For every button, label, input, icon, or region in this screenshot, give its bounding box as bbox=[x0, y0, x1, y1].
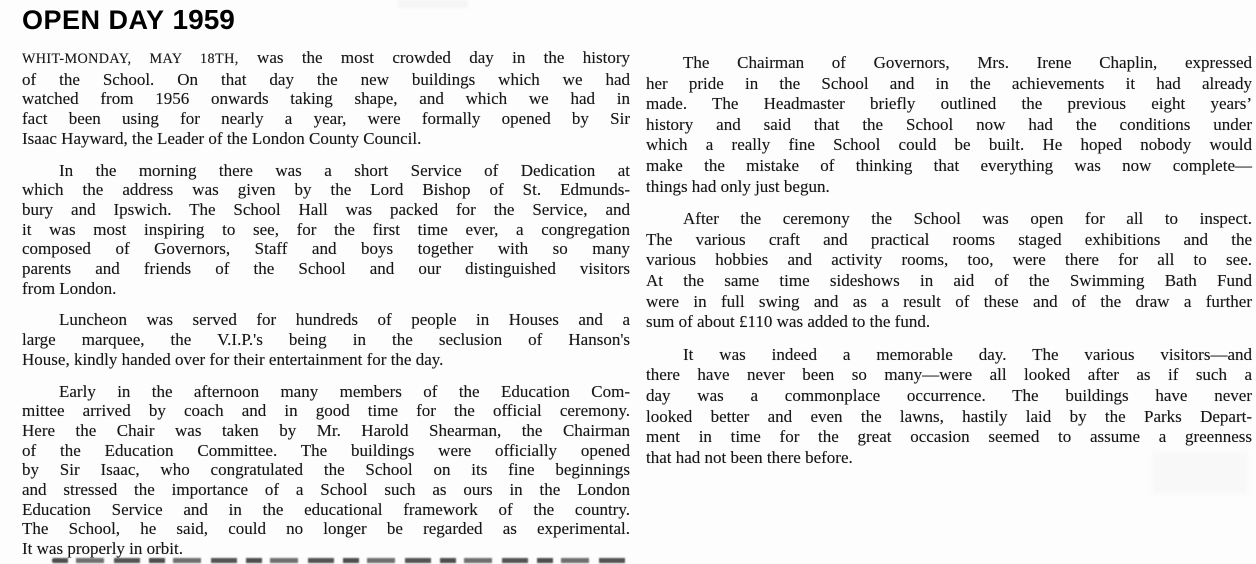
text-line: It was properly in orbit. bbox=[22, 539, 183, 559]
text-line: It was indeed a memorable day. The various visitors—and bbox=[683, 344, 1252, 364]
paragraph bbox=[646, 345, 1252, 469]
text-line: things had only just begun. bbox=[646, 176, 830, 196]
text-line: The various craft and practical rooms staged exhibitions and the bbox=[646, 229, 1252, 249]
text-line: Isaac Hayward, the Leader of the London County Council. bbox=[22, 128, 422, 148]
text-line: parents and friends of the School and our distinguished visitors bbox=[22, 259, 630, 279]
text-line: mittee arrived by coach and in good time for the official ceremony. bbox=[22, 401, 630, 421]
text-line: Education Service and in the educational framework of the country. bbox=[22, 499, 630, 519]
text-line: ment in time for the great occasion seemed to assume a greenness bbox=[646, 427, 1252, 447]
article-column-left bbox=[22, 48, 630, 559]
text-line: Early in the afternoon many members of the Education Com- bbox=[59, 381, 630, 401]
text-line: WHIT-MONDAY, MAY 18TH, was the most crowded day in the history bbox=[22, 48, 630, 67]
paragraph bbox=[22, 382, 630, 559]
text-line: The Chairman of Governors, Mrs. Irene Chaplin, expressed bbox=[683, 53, 1252, 72]
paragraph bbox=[646, 53, 1252, 197]
text-line: from London. bbox=[22, 278, 117, 298]
text-line: of the Education Committee. The buildings were officially opened bbox=[22, 440, 630, 460]
text-line: various hobbies and activity rooms, too, were there for all to see. bbox=[646, 250, 1252, 270]
paragraph bbox=[646, 209, 1252, 333]
text-line: Here the Chair was taken by Mr. Harold Shearman, the Chairman bbox=[22, 420, 630, 440]
text-line: there have never been so many—were all looked after as if such a bbox=[646, 365, 1252, 385]
text-line: by Sir Isaac, who congratulated the School on its fine beginnings bbox=[22, 460, 630, 480]
text-line: made. The Headmaster briefly outlined the previous eight years’ bbox=[646, 94, 1252, 114]
text-line: which a really fine School could be built. He hoped nobody would bbox=[646, 135, 1252, 155]
paragraph bbox=[22, 161, 630, 299]
text-line: composed of Governors, Staff and boys together with so many bbox=[22, 239, 630, 259]
text-line: At the same time sideshows in aid of the Swimming Bath Fund bbox=[646, 270, 1252, 290]
paragraph bbox=[22, 310, 630, 369]
text-line: it was most inspiring to see, for the first time ever, a congregation bbox=[22, 219, 630, 239]
paragraph bbox=[22, 48, 630, 149]
text-line: bury and Ipswich. The School Hall was packed for the Service, and bbox=[22, 199, 630, 219]
text-line: which the address was given by the Lord Bishop of St. Edmunds- bbox=[22, 180, 630, 200]
text-line: of the School. On that day the new buildings which we had bbox=[22, 69, 630, 89]
text-line: and stressed the importance of a School such as ours in the London bbox=[22, 480, 630, 500]
text-line: House, kindly handed over for their entertainment for the day. bbox=[22, 349, 444, 369]
text-line: sum of about £110 was added to the fund. bbox=[646, 312, 931, 332]
text-line: her pride in the School and in the achievements it had already bbox=[646, 73, 1252, 93]
text-line: that had not been there before. bbox=[646, 447, 853, 467]
text-line: day was a commonplace occurrence. The buildings have never bbox=[646, 385, 1252, 405]
text-line: history and said that the School now had the conditions under bbox=[646, 114, 1252, 134]
article-body bbox=[0, 48, 1256, 559]
page-title-year: 1959 bbox=[172, 4, 235, 35]
article-column-right bbox=[646, 48, 1252, 559]
page-title-text: OPEN DAY bbox=[22, 5, 165, 35]
text-line: watched from 1956 onwards taking shape, and which we had in bbox=[22, 89, 630, 109]
text-line: large marquee, the V.I.P.'s being in the seclusion of Hanson's bbox=[22, 330, 630, 350]
small-caps-lead: WHIT-MONDAY, MAY 18TH, bbox=[22, 51, 239, 67]
text-line: In the morning there was a short Service of Dedication at bbox=[59, 160, 630, 180]
text-line: fact been using for nearly a year, were formally opened by Sir bbox=[22, 109, 630, 129]
text-line: make the mistake of thinking that everything was now complete— bbox=[646, 155, 1252, 175]
text-line: After the ceremony the School was open for all to inspect. bbox=[683, 209, 1252, 229]
text-line: looked better and even the lawns, hastily laid by the Parks Depart- bbox=[646, 406, 1252, 426]
text-line: were in full swing and as a result of these and of the draw a further bbox=[646, 291, 1252, 311]
text-line: Luncheon was served for hundreds of people in Houses and a bbox=[59, 310, 630, 330]
page-title bbox=[22, 3, 1256, 35]
text-line: The School, he said, could no longer be regarded as experimental. bbox=[22, 519, 630, 539]
